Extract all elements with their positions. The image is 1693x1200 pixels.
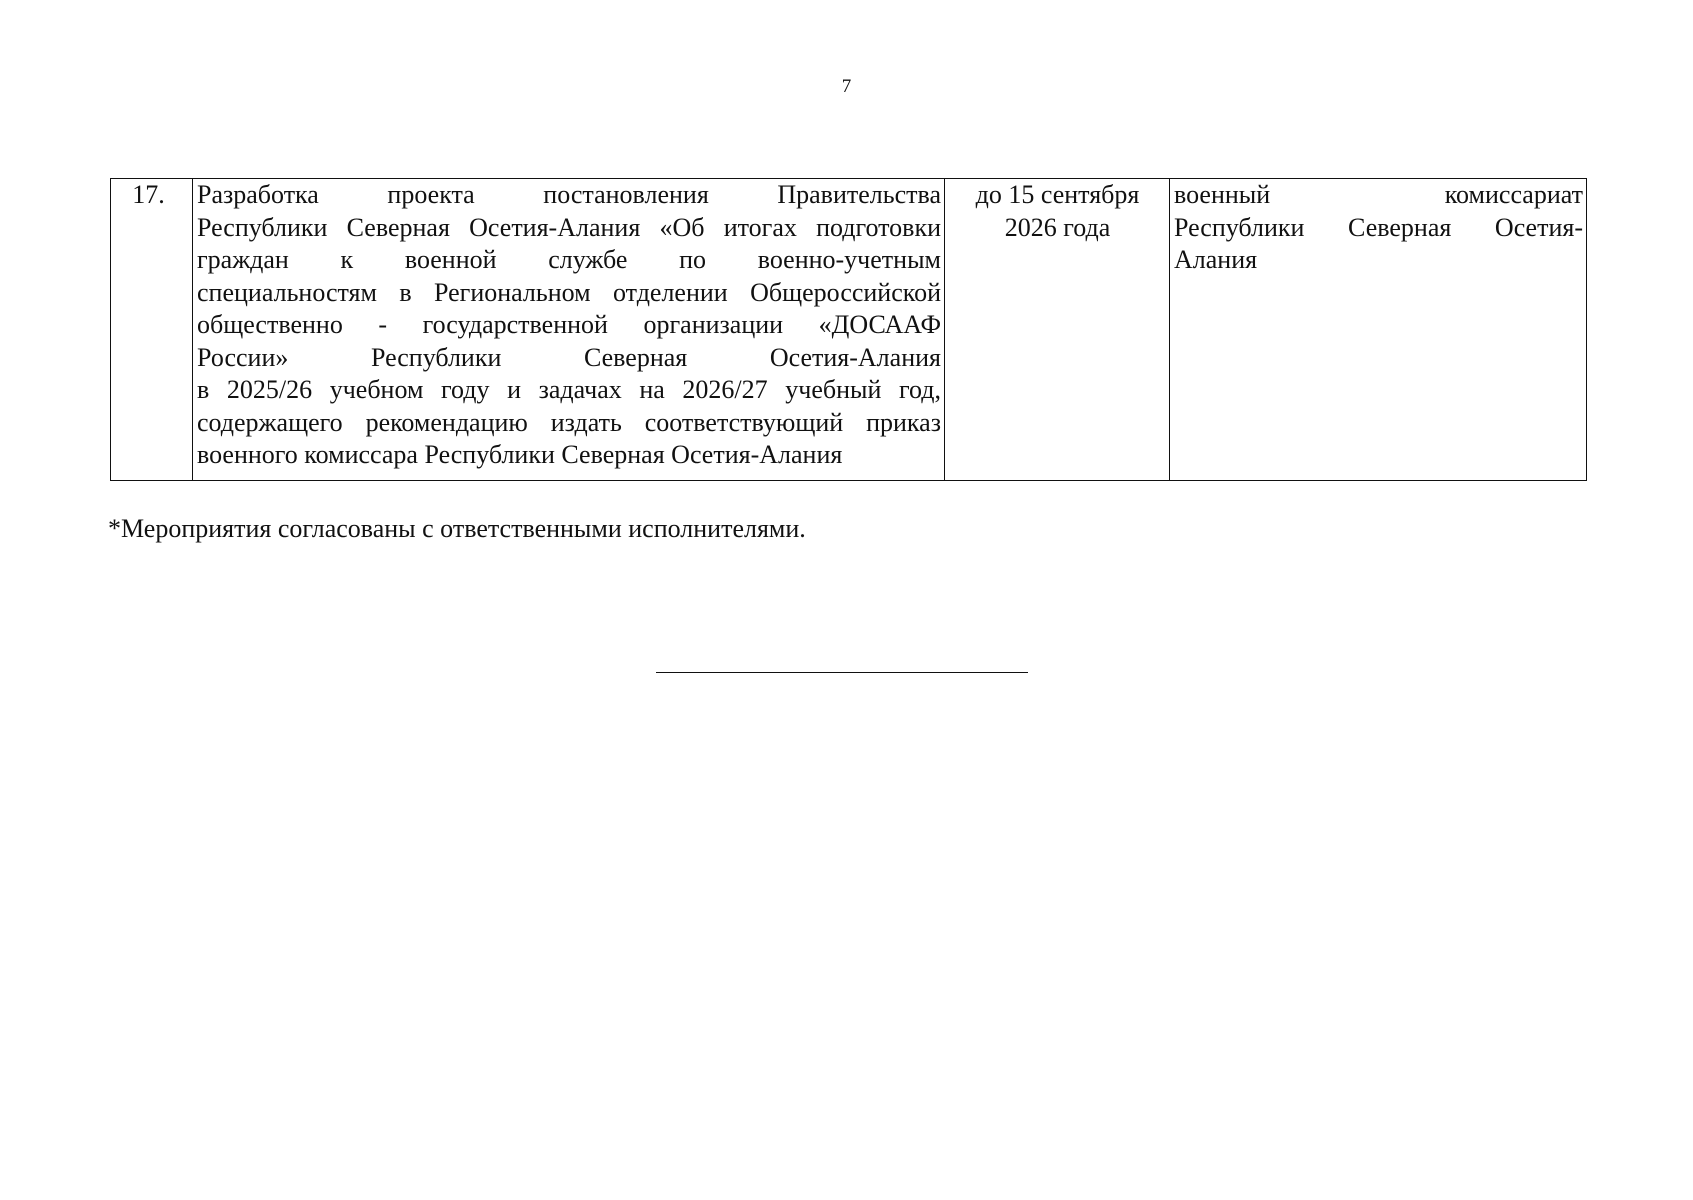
description-line: в 2025/26 учебном году и задачах на 2026/27 учебный год,	[197, 375, 941, 404]
description-line: Республики Северная Осетия-Алания «Об итогах подготовки	[197, 212, 941, 242]
measure-description	[193, 179, 945, 481]
measures-table	[110, 178, 1587, 481]
executor-line: Алания	[1174, 245, 1258, 274]
row-number: 17.	[111, 179, 193, 481]
measure-deadline	[945, 179, 1170, 481]
description-line: военного комиссара Республики Северная Осетия-Алания	[197, 440, 843, 469]
deadline-line: 2026 года	[1004, 212, 1111, 242]
description-line: специальностям в Региональном отделении Общероссийской	[197, 277, 941, 307]
footnote: *Мероприятия согласованы с ответственными исполнителями.	[108, 514, 806, 543]
description-line: граждан к военной службе по военно-учетным	[197, 245, 941, 274]
page-number: 7	[841, 76, 852, 97]
description-line: России» Республики Северная Осетия-Алания	[197, 342, 941, 372]
deadline-line: до 15 сентября	[975, 180, 1140, 209]
end-divider	[656, 672, 1028, 673]
description-line: общественно - государственной организации «ДОСААФ	[197, 310, 941, 339]
measure-executor	[1170, 179, 1587, 481]
description-line: Разработка проекта постановления Правительства	[197, 180, 941, 209]
executor-line: военный комиссариат	[1174, 180, 1583, 209]
table-row	[111, 179, 1587, 481]
description-line: содержащего рекомендацию издать соответствующий приказ	[197, 407, 941, 437]
executor-line: Республики Северная Осетия-	[1174, 212, 1583, 242]
